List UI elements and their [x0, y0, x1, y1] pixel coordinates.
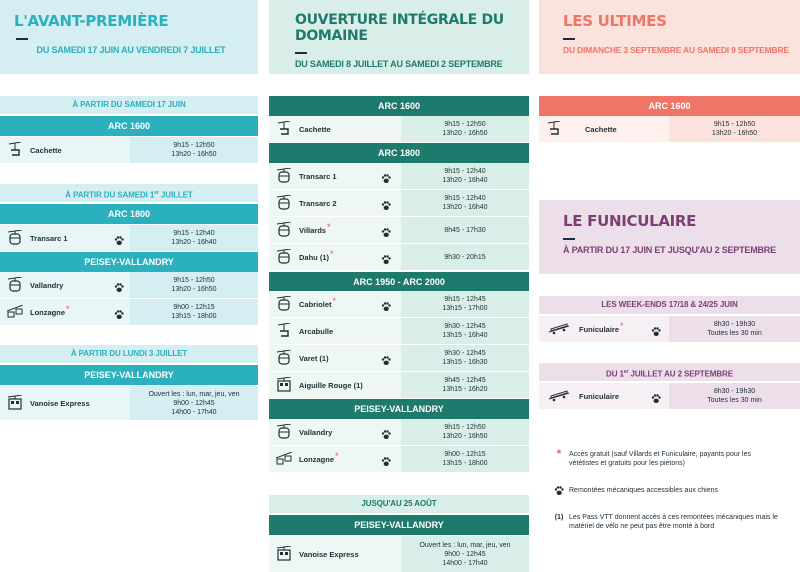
subtitle-avant-premiere: DU SAMEDI 17 JUIN AU VENDREDI 7 JUILLET — [36, 45, 226, 55]
lift-name: Aiguille Rouge (1) — [299, 380, 363, 390]
hours-afternoon: 13h20 - 16h40 — [442, 204, 488, 211]
legend-asterisk-key: * — [556, 448, 562, 460]
band-peisey-vallandry: PEISEY-VALLANDRY — [0, 365, 258, 385]
lift-name: Lonzagne — [30, 307, 65, 317]
lift-row-arcabulle — [269, 318, 529, 344]
free-access-asterisk: * — [330, 249, 334, 259]
legend-text: Remontées mécaniques accessibles aux chiens — [569, 487, 719, 494]
hours-afternoon: 13h20 - 16h50 — [171, 286, 217, 293]
dog-paw-icon — [114, 307, 124, 325]
lift-name: Villards — [299, 225, 326, 235]
header-avant-premiere — [0, 0, 258, 74]
dog-paw-icon — [381, 427, 391, 445]
hours-afternoon: 13h20 - 16h50 — [442, 130, 488, 137]
hours-morning: 9h15 - 12h45 — [444, 296, 486, 303]
title-funiculaire: LE FUNICULAIRE — [563, 212, 697, 230]
funicular-icon — [539, 390, 579, 402]
title-underline — [16, 38, 28, 40]
hours-morning: 9h00 - 12h45 — [444, 550, 486, 558]
hours-morning: 9h00 - 12h15 — [173, 304, 215, 311]
lift-row-funiculaire-weekends — [539, 316, 800, 342]
lift-row-vallandry — [0, 272, 258, 298]
subtitle-ouverture-integrale: DU SAMEDI 8 JUILLET AU SAMEDI 2 SEPTEMBRE — [295, 59, 503, 69]
free-access-asterisk: * — [66, 304, 70, 314]
header-funiculaire — [539, 200, 800, 274]
chairlift-icon — [269, 121, 299, 137]
legend-dogs — [549, 486, 789, 496]
band-arc-1800: ARC 1800 — [0, 204, 258, 224]
free-access-asterisk: * — [620, 321, 624, 331]
hours-afternoon: 13h15 - 16h20 — [442, 386, 488, 393]
hours-afternoon: 13h15 - 18h00 — [442, 460, 488, 467]
gondola-icon — [269, 222, 299, 238]
dog-paw-icon — [381, 353, 391, 371]
opening-days: Ouvert les : lun, mar, jeu, ven — [419, 541, 511, 549]
lift-row-transarc-1 — [269, 163, 529, 189]
hours-afternoon: 13h15 - 16h30 — [442, 359, 488, 366]
chairlift-icon — [269, 323, 299, 339]
hours-morning: 9h00 - 12h15 — [444, 451, 486, 458]
band-peisey-vallandry: PEISEY-VALLANDRY — [269, 399, 529, 419]
lift-row-cachette — [269, 116, 529, 142]
title-underline — [563, 38, 575, 40]
lift-row-transarc-2 — [269, 190, 529, 216]
lift-row-lonzagne — [0, 299, 258, 325]
hours-morning: 9h00 - 12h45 — [173, 399, 215, 407]
title-underline — [563, 238, 575, 240]
hours-all-day: 9h30 - 20h15 — [444, 253, 486, 261]
frequency: Toutes les 30 min — [707, 397, 762, 404]
hours-afternoon: 13h15 - 17h00 — [442, 305, 488, 312]
dog-paw-icon — [651, 391, 661, 409]
gondola-icon — [269, 195, 299, 211]
hours-morning: 9h30 - 12h45 — [444, 323, 486, 330]
lift-name: Vallandry — [30, 280, 64, 290]
lift-name: Dahu (1) — [299, 252, 329, 262]
lift-name: Transarc 2 — [299, 198, 337, 208]
legend-free-access — [549, 450, 789, 468]
cable-car-icon — [269, 377, 299, 393]
band-peisey-vallandry: PEISEY-VALLANDRY — [0, 252, 258, 272]
funicular-icon — [539, 323, 579, 335]
header-ouverture-integrale — [269, 0, 529, 74]
lift-row-lonzagne — [269, 446, 529, 472]
lift-name: Vanoise Express — [299, 549, 359, 559]
hours-all-day: 8h30 - 19h30 — [713, 388, 756, 395]
legend-text: Les Pass VTT donnent accès à ces remontées mécaniques mais le matériel de vélo ne peut pas être monté à bord — [569, 514, 778, 530]
cable-car-icon — [269, 452, 299, 466]
hours-morning: 9h30 - 12h45 — [444, 350, 486, 357]
legend-note-key: (1) — [554, 514, 564, 521]
band-peisey-vallandry: PEISEY-VALLANDRY — [269, 515, 529, 535]
lift-name: Cachette — [299, 124, 331, 134]
hours-all-day: 8h45 - 17h30 — [444, 226, 486, 234]
hours-morning: 9h15 - 12h40 — [444, 168, 486, 175]
frequency: Toutes les 30 min — [707, 330, 762, 337]
legend-pass-vtt — [549, 513, 799, 531]
lift-row-funiculaire-ete — [539, 383, 800, 409]
lift-name: Transarc 1 — [299, 171, 337, 181]
section-label-1er-juillet: À PARTIR DU SAMEDI 1er JUILLET — [0, 184, 258, 202]
hours-afternoon: 13h20 - 16h50 — [711, 130, 758, 137]
band-arc-1600: ARC 1600 — [0, 116, 258, 136]
opening-days: Ouvert les : lun, mar, jeu, ven — [148, 390, 240, 398]
hours-morning: 9h15 - 12h50 — [713, 121, 756, 128]
dog-paw-icon — [381, 225, 391, 243]
lift-name: Funiculaire — [579, 391, 620, 401]
dog-paw-icon — [651, 324, 661, 342]
lift-row-cachette — [539, 116, 800, 142]
dog-paw-icon — [549, 486, 569, 496]
chairlift-icon — [539, 121, 569, 137]
hours-morning: 9h15 - 12h50 — [444, 424, 486, 431]
lift-name: Varet (1) — [299, 353, 329, 363]
lift-name: Transarc 1 — [30, 233, 68, 243]
section-label-week-ends-juin: LES WEEK-ENDS 17/18 & 24/25 JUIN — [539, 296, 800, 314]
section-label-25-aout: JUSQU'AU 25 AOÛT — [269, 495, 529, 513]
hours-morning: 9h15 - 12h40 — [173, 230, 215, 237]
cable-car-icon — [0, 305, 30, 319]
hours-afternoon: 13h20 - 16h50 — [171, 151, 217, 158]
lift-name: Lonzagne — [299, 454, 334, 464]
hours-morning: 9h15 - 12h50 — [173, 277, 215, 284]
lift-name: Vallandry — [299, 427, 333, 437]
hours-afternoon: 14h00 - 17h40 — [171, 408, 217, 416]
gondola-icon — [269, 350, 299, 366]
cable-car-icon — [0, 395, 30, 411]
subtitle-les-ultimes: DU DIMANCHE 3 SEPTEMBRE AU SAMEDI 9 SEPTEMBRE — [563, 45, 789, 55]
gondola-icon — [269, 296, 299, 312]
lift-row-transarc-1 — [0, 225, 258, 251]
title-les-ultimes: LES ULTIMES — [563, 12, 667, 30]
hours-all-day: 8h30 - 19h30 — [713, 321, 756, 328]
lift-name: Cachette — [30, 145, 62, 155]
free-access-asterisk: * — [326, 222, 331, 232]
hours-morning: 9h15 - 12h50 — [444, 121, 486, 128]
lift-row-vallandry — [269, 419, 529, 445]
lift-name: Cachette — [585, 124, 617, 134]
section-label-17-juin: À PARTIR DU SAMEDI 17 JUIN — [0, 96, 258, 114]
hours-afternoon: 13h20 - 16h40 — [442, 177, 488, 184]
free-access-asterisk: * — [335, 451, 339, 461]
lift-row-cachette — [0, 137, 258, 163]
title-ouverture-integrale: OUVERTURE INTÉGRALE DU DOMAINE — [295, 12, 504, 44]
header-les-ultimes — [539, 0, 800, 74]
lift-name: Cabriolet — [299, 299, 332, 309]
lift-row-dahu — [269, 244, 529, 270]
title-avant-premiere: L'AVANT-PREMIÈRE — [14, 12, 169, 30]
section-label-1er-juillet-2-sept: DU 1er JUILLET AU 2 SEPTEMBRE — [539, 363, 800, 381]
band-arc-1800: ARC 1800 — [269, 143, 529, 163]
dog-paw-icon — [381, 454, 391, 472]
hours-afternoon: 14h00 - 17h40 — [442, 559, 488, 567]
hours-afternoon: 13h20 - 16h50 — [442, 433, 488, 440]
lift-row-vanoise-express — [0, 386, 258, 420]
lift-row-varet — [269, 345, 529, 371]
hours-morning: 9h45 - 12h45 — [444, 377, 486, 384]
chairlift-icon — [0, 142, 30, 158]
gondola-icon — [269, 168, 299, 184]
dog-paw-icon — [381, 198, 391, 216]
lift-row-villards — [269, 217, 529, 243]
lift-row-cabriolet — [269, 291, 529, 317]
legend-text: Accès gratuit (sauf Villards et Funiculaire, payants pour les vététistes et gratuits pour les piétons) — [569, 451, 751, 467]
subtitle-funiculaire: À PARTIR DU 17 JUIN ET JUSQU'AU 2 SEPTEMBRE — [563, 245, 776, 255]
hours-afternoon: 13h20 - 16h40 — [171, 239, 217, 246]
dog-paw-icon — [114, 280, 124, 298]
gondola-icon — [0, 230, 30, 246]
band-arc-1600: ARC 1600 — [269, 96, 529, 116]
band-arc-1950-2000: ARC 1950 - ARC 2000 — [269, 272, 529, 292]
lift-name: Arcabulle — [299, 326, 334, 336]
gondola-icon — [269, 424, 299, 440]
dog-paw-icon — [114, 233, 124, 251]
title-underline — [295, 52, 307, 54]
gondola-icon — [269, 249, 299, 265]
band-arc-1600: ARC 1600 — [539, 96, 800, 116]
gondola-icon — [0, 277, 30, 293]
section-label-3-juillet: À PARTIR DU LUNDI 3 JUILLET — [0, 345, 258, 363]
lift-row-aiguille-rouge — [269, 372, 529, 398]
hours-morning: 9h15 - 12h50 — [173, 142, 215, 149]
dog-paw-icon — [381, 171, 391, 189]
dog-paw-icon — [381, 299, 391, 317]
lift-name: Vanoise Express — [30, 398, 90, 408]
lift-row-vanoise-express — [269, 536, 529, 572]
dog-paw-icon — [381, 252, 391, 270]
hours-morning: 9h15 - 12h40 — [444, 195, 486, 202]
hours-afternoon: 13h15 - 16h40 — [442, 332, 488, 339]
lift-name: Funiculaire — [579, 324, 620, 334]
free-access-asterisk: * — [332, 296, 337, 306]
hours-afternoon: 13h15 - 18h00 — [171, 313, 217, 320]
cable-car-icon — [269, 546, 299, 562]
